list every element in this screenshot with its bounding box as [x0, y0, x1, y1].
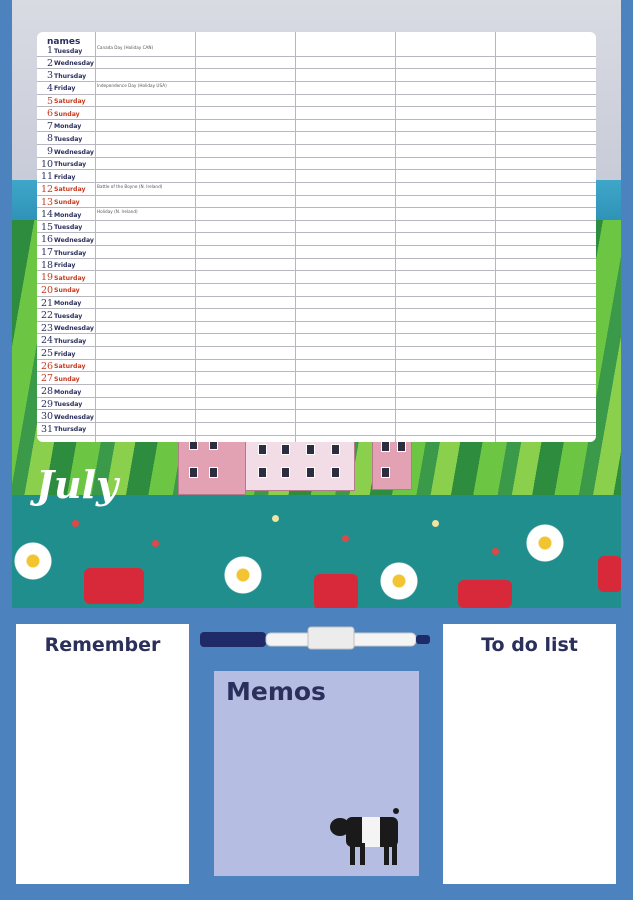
day-number: 23 — [41, 322, 54, 334]
day-number: 13 — [41, 196, 54, 208]
flower-dot — [72, 520, 79, 527]
holiday-note: Holiday (N. Ireland) — [97, 209, 138, 215]
flower-dot — [492, 548, 499, 555]
calendar-day-row[interactable] — [37, 107, 596, 120]
calendar-day-row[interactable] — [37, 82, 596, 95]
day-number: 22 — [41, 310, 54, 322]
whiteboard-pen-icon[interactable] — [198, 625, 433, 653]
day-name: Tuesday — [54, 224, 83, 232]
day-name: Tuesday — [54, 135, 83, 143]
daisy-illustration — [14, 542, 52, 580]
calendar-day-row[interactable] — [37, 158, 596, 171]
calendar-day-row[interactable] — [37, 208, 596, 221]
day-number: 5 — [46, 95, 53, 107]
calendar-day-row[interactable] — [37, 170, 596, 183]
calendar-day-row[interactable] — [37, 410, 596, 423]
day-number: 6 — [46, 108, 53, 120]
calendar-day-row[interactable] — [37, 271, 596, 284]
day-name: Sunday — [54, 199, 80, 207]
day-name: Wednesday — [54, 413, 94, 421]
day-name: Saturday — [54, 363, 86, 371]
calendar-day-row[interactable] — [37, 69, 596, 82]
remember-board[interactable] — [16, 624, 189, 884]
day-name: Monday — [54, 300, 82, 308]
day-number: 8 — [46, 133, 53, 145]
calendar-day-row[interactable] — [37, 347, 596, 360]
calendar-day-row[interactable] — [37, 233, 596, 246]
poppy-illustration — [314, 574, 358, 608]
day-number: 2 — [46, 57, 53, 69]
cow-illustration — [326, 799, 416, 869]
month-title: July — [36, 462, 119, 507]
daisy-illustration — [526, 524, 564, 562]
calendar-day-row[interactable] — [37, 297, 596, 310]
calendar-day-row[interactable] — [37, 183, 596, 196]
calendar-day-row[interactable] — [37, 423, 596, 436]
day-name: Thursday — [54, 337, 87, 345]
day-number: 19 — [41, 272, 54, 284]
daisy-illustration — [224, 556, 262, 594]
day-name: Tuesday — [54, 312, 83, 320]
holiday-note: Canada Day (Holiday CAN) — [97, 45, 154, 50]
calendar-day-row[interactable] — [37, 44, 596, 57]
holiday-note: Independence Day (Holiday USA) — [97, 82, 167, 88]
todo-board[interactable] — [443, 624, 616, 884]
day-number: 4 — [46, 82, 53, 94]
poppy-illustration — [84, 568, 144, 604]
poppy-illustration — [458, 580, 512, 608]
day-name: Sunday — [54, 375, 80, 383]
todo-title: To do list — [481, 634, 578, 656]
day-number: 15 — [41, 221, 54, 233]
calendar-day-row[interactable] — [37, 145, 596, 158]
day-number: 11 — [41, 171, 54, 183]
day-number: 14 — [41, 209, 54, 221]
day-name: Friday — [54, 262, 76, 270]
day-name: Thursday — [54, 72, 87, 80]
day-name: Wednesday — [54, 60, 94, 68]
calendar-day-row[interactable] — [37, 259, 596, 272]
day-name: Monday — [54, 211, 82, 219]
day-number: 25 — [41, 348, 54, 360]
calendar-day-row[interactable] — [37, 360, 596, 373]
day-number: 10 — [41, 158, 54, 170]
day-name: Saturday — [54, 274, 86, 282]
day-number: 20 — [41, 284, 54, 296]
names-header: names — [47, 37, 81, 47]
calendar-day-row[interactable] — [37, 322, 596, 335]
day-name: Thursday — [54, 249, 87, 257]
day-name: Tuesday — [54, 47, 83, 55]
day-name: Thursday — [54, 161, 87, 169]
day-name: Friday — [54, 173, 76, 181]
holiday-note: Battle of the Boyne (N. Ireland) — [97, 183, 163, 189]
day-number: 29 — [41, 398, 54, 410]
day-number: 24 — [41, 335, 54, 347]
day-number: 27 — [41, 373, 54, 385]
day-number: 21 — [41, 297, 54, 309]
calendar-day-row[interactable] — [37, 372, 596, 385]
calendar-day-row[interactable] — [37, 132, 596, 145]
daisy-illustration — [380, 562, 418, 600]
day-name: Friday — [54, 85, 76, 93]
memos-title: Memos — [226, 677, 326, 706]
flower-dot — [272, 515, 279, 522]
flower-dot — [152, 540, 159, 547]
day-name: Monday — [54, 388, 82, 396]
calendar-day-row[interactable] — [37, 221, 596, 234]
calendar-day-row[interactable] — [37, 120, 596, 133]
day-name: Sunday — [54, 110, 80, 118]
day-number: 18 — [41, 259, 54, 271]
remember-title: Remember — [44, 634, 161, 656]
memos-pad[interactable] — [214, 671, 419, 876]
day-name: Wednesday — [54, 236, 94, 244]
calendar-day-row[interactable] — [37, 95, 596, 108]
calendar-grid — [37, 32, 596, 442]
day-name: Monday — [54, 123, 82, 131]
calendar-day-row[interactable] — [37, 385, 596, 398]
day-number: 3 — [46, 70, 53, 82]
day-number: 31 — [41, 423, 54, 435]
calendar-day-row[interactable] — [37, 309, 596, 322]
calendar-day-row[interactable] — [37, 334, 596, 347]
day-number: 12 — [41, 183, 54, 195]
calendar-day-row[interactable] — [37, 196, 596, 209]
day-name: Sunday — [54, 287, 80, 295]
day-number: 16 — [41, 234, 54, 246]
day-number: 1 — [46, 45, 53, 56]
calendar-day-row[interactable] — [37, 57, 596, 70]
day-name: Saturday — [54, 98, 86, 106]
flower-dot — [342, 535, 349, 542]
day-name: Wednesday — [54, 148, 94, 156]
day-name: Saturday — [54, 186, 86, 194]
day-number: 26 — [41, 360, 54, 372]
day-name: Tuesday — [54, 401, 83, 409]
calendar-day-row[interactable] — [37, 284, 596, 297]
day-number: 9 — [46, 146, 53, 158]
day-number: 30 — [41, 411, 54, 423]
day-number: 7 — [46, 120, 53, 132]
day-number: 17 — [41, 247, 54, 259]
day-name: Wednesday — [54, 325, 94, 333]
calendar-day-row[interactable] — [37, 246, 596, 259]
flower-dot — [432, 520, 439, 527]
calendar-day-row[interactable] — [37, 398, 596, 411]
day-number: 28 — [41, 386, 54, 397]
day-name: Thursday — [54, 426, 87, 434]
poppy-illustration — [598, 556, 621, 592]
day-name: Friday — [54, 350, 76, 358]
